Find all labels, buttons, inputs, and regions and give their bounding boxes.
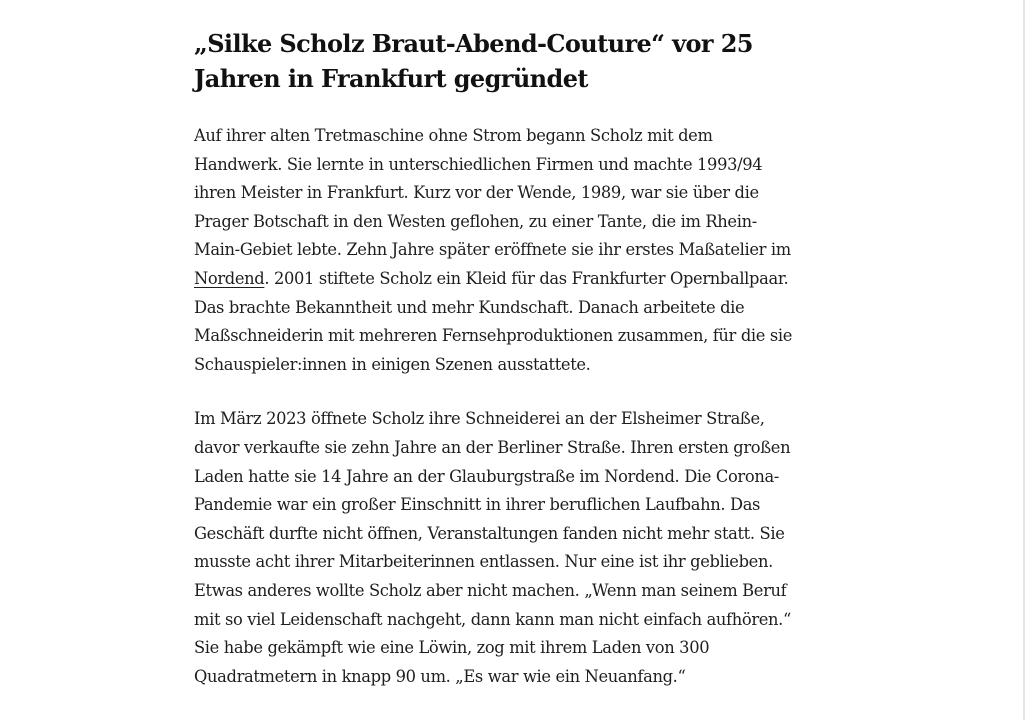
text-line: Etwas anderes wollte Scholz aber nicht machen. „Wenn man seinem Beruf: [194, 580, 787, 600]
text-line: mit so viel Leidenschaft nachgeht, dann kann man nicht einfach aufhören.“: [194, 609, 791, 629]
paragraph-2: [194, 405, 834, 691]
headline-line: Jahren in Frankfurt gegründet: [194, 64, 588, 93]
text-line: davor verkaufte sie zehn Jahre an der Berliner Straße. Ihren ersten großen: [194, 437, 791, 457]
article: [194, 26, 834, 717]
text-line: Quadratmetern in knapp 90 um. „Es war wie ein Neuanfang.“: [194, 666, 686, 686]
text-line: ihren Meister in Frankfurt. Kurz vor der Wende, 1989, war sie über die: [194, 183, 759, 203]
text-line: Handwerk. Sie lernte in unterschiedlichen Firmen und machte 1993/94: [194, 154, 763, 174]
text-line: Maßschneiderin mit mehreren Fernsehproduktionen zusammen, für die sie: [194, 326, 793, 346]
text-line: Pandemie war ein großer Einschnitt in ihrer beruflichen Laufbahn. Das: [194, 495, 761, 515]
text-line: Schauspieler:innen in einigen Szenen ausstattete.: [194, 354, 591, 374]
link-tail-text: . 2001 stiftete Scholz ein Kleid für das Frankfurter Opernballpaar.: [264, 268, 789, 288]
text-line: Auf ihrer alten Tretmaschine ohne Strom begann Scholz mit dem: [194, 126, 713, 145]
text-line: Sie habe gekämpft wie eine Löwin, zog mit ihrem Laden von 300: [194, 638, 710, 658]
text-line: Im März 2023 öffnete Scholz ihre Schneiderei an der Elsheimer Straße,: [194, 409, 765, 429]
text-line-with-link: [194, 265, 834, 294]
text-line: Laden hatte sie 14 Jahre an der Glauburgstraße im Nordend. Die Corona-: [194, 466, 779, 486]
text-line: Main-Gebiet lebte. Zehn Jahre später eröffnete sie ihr erstes Maßatelier im: [194, 240, 791, 260]
article-headline: [194, 26, 834, 96]
text-line: Das brachte Bekanntheit und mehr Kundschaft. Danach arbeitete die: [194, 297, 745, 317]
paragraph-1: [194, 122, 834, 379]
text-line: Prager Botschaft in den Westen geflohen, zu einer Tante, die im Rhein-: [194, 211, 757, 231]
text-line: Geschäft durfte nicht öffnen, Veranstaltungen fanden nicht mehr statt. Sie: [194, 523, 785, 543]
nordend-link[interactable]: Nordend: [194, 268, 265, 288]
headline-line: „Silke Scholz Braut-Abend-Couture“ vor 25: [194, 29, 753, 58]
text-line: musste acht ihrer Mitarbeiterinnen entlassen. Nur eine ist ihr geblieben.: [194, 552, 773, 572]
